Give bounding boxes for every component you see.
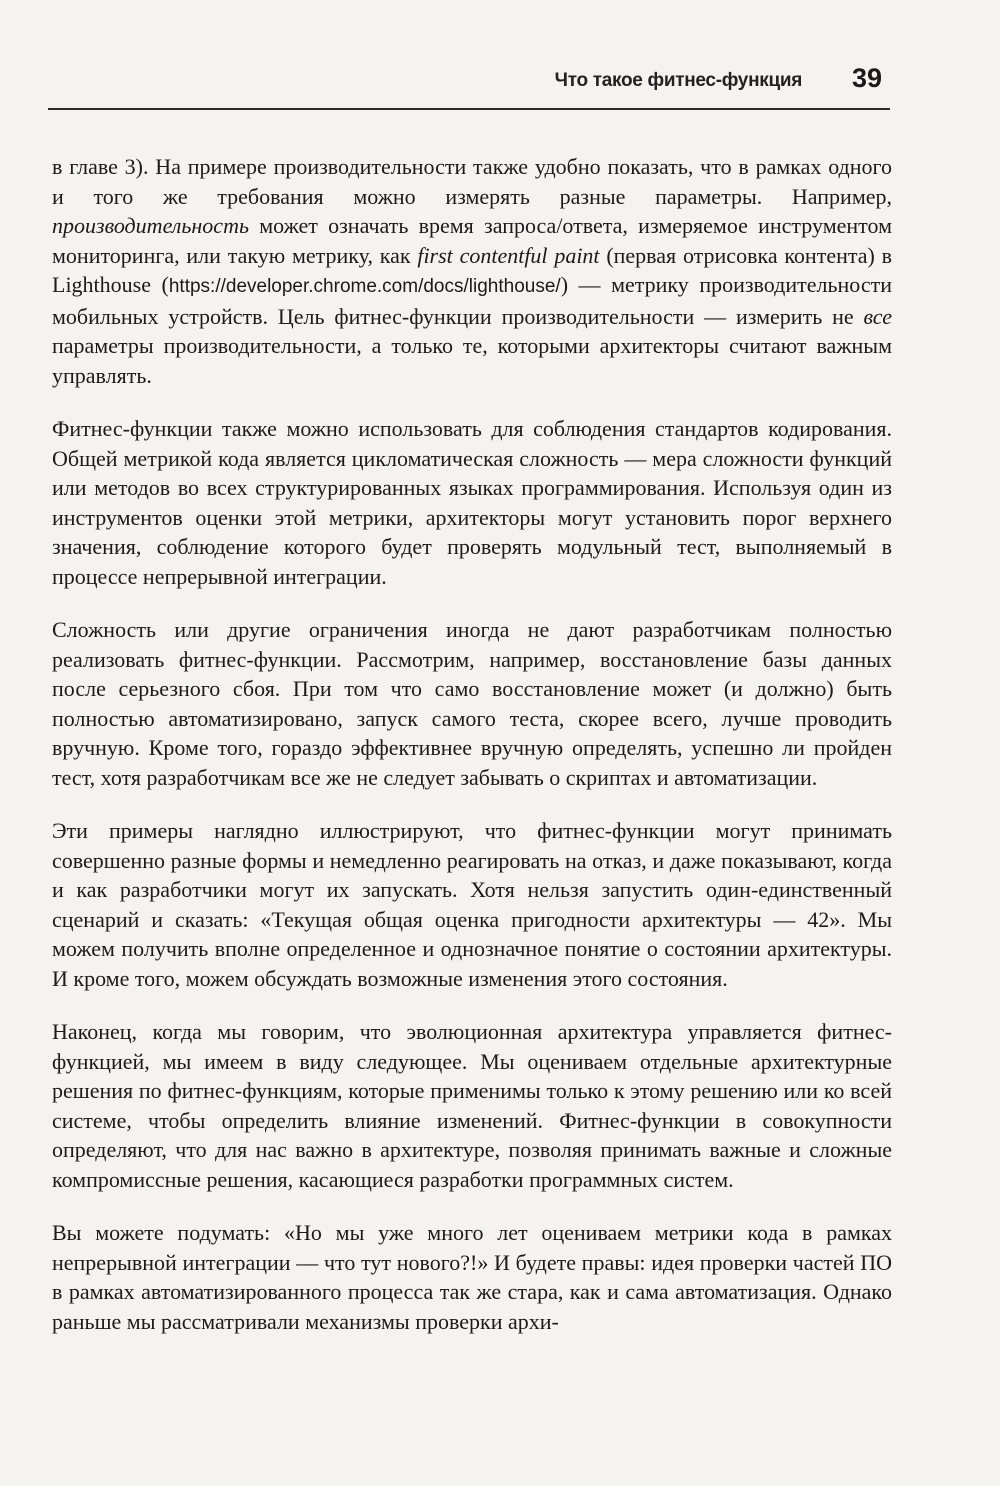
paragraph-1-part-a: в главе 3). На примере производительности также удобно показать, что в рамках одного и того же требования можно измерять разные параметры. Например, bbox=[52, 154, 892, 209]
paragraph-1 bbox=[52, 152, 892, 390]
paragraph-5: Наконец, когда мы говорим, что эволюционная архитектура управляется фитнес-функцией, мы имеем в виду следующее. Мы оцениваем отдельные архитектурные решения по фитнес-функциям, которые применимы только к этому решению или ко всей системе, чтобы определить влияние изменений. Фитнес-функции в совокупности определяют, что для нас важно в архитектуре, позволяя принимать важные и сложные компромиссные решения, касающиеся разработки программных систем. bbox=[52, 1019, 892, 1192]
paragraph-6: Вы можете подумать: «Но мы уже много лет оцениваем метрики кода в рамках непрерывной интеграции — что тут нового?!» И будете правы: идея проверки частей ПО в рамках автоматизированного процесса так же стара, как и сама автоматизация. Однако раньше мы рассматривали механизмы проверки архи- bbox=[52, 1220, 892, 1334]
paragraph-2: Фитнес-функции также можно использовать для соблюдения стандартов кодирования. Общей метрикой кода является цикломатическая сложность — мера сложности функций или методов во всех структурированных языках программирования. Используя один из инструментов оценки этой метрики, архитекторы могут установить порог верхнего значения, соблюдение которого будет проверять модульный тест, выполняемый в процессе непрерывной интеграции. bbox=[52, 416, 892, 589]
paragraph-1-part-b: может означать время запроса/ответа, измеряемое инструментом мониторинга, или такую метрику, как bbox=[52, 213, 892, 268]
paragraph-1-part-e: параметры производительности, а только те, которыми архитекторы считают важным управлять. bbox=[52, 333, 892, 388]
emphasis-first-contentful-paint: first contentful paint bbox=[417, 242, 600, 268]
paragraph-1-part-c: (первая отрисовка контента) в Lighthouse ( bbox=[52, 242, 892, 297]
emphasis-all: все bbox=[863, 303, 892, 329]
paragraph-1-part-d: ) — метрику производительности мобильных устройств. Цель фитнес-функции производительности — измерить не bbox=[52, 272, 892, 329]
paragraph-3: Сложность или другие ограничения иногда не дают разработчикам полностью реализовать фитнес-функции. Рассмотрим, например, восстановление базы данных после серьезного сбоя. При том что само восстановление может (и должно) быть полностью автоматизировано, запуск самого теста, скорее всего, лучше проводить вручную. Кроме того, гораздо эффективнее вручную определять, успешно ли пройден тест, хотя разработчикам все же не следует забывать о скриптах и автоматизации. bbox=[52, 617, 892, 790]
paragraph-4: Эти примеры наглядно иллюстрируют, что фитнес-функции могут принимать совершенно разные формы и немедленно реагировать на отказ, и даже показывают, когда и как разработчики могут их запускать. Хотя нельзя запустить один-единственный сценарий и сказать: «Текущая общая оценка пригодности архитектуры — 42». Мы можем получить вполне определенное и однозначное понятие о состоянии архитектуры. И кроме того, можем обсуждать возможные изменения этого состояния. bbox=[52, 818, 892, 991]
page-header bbox=[48, 62, 890, 110]
lighthouse-url[interactable]: https://developer.chrome.com/docs/lighthouse/ bbox=[168, 276, 561, 297]
running-title: Что такое фитнес-функция bbox=[554, 70, 802, 91]
page-number: 39 bbox=[851, 63, 882, 93]
body-text bbox=[52, 152, 892, 1360]
emphasis-performance: производительность bbox=[52, 213, 249, 238]
